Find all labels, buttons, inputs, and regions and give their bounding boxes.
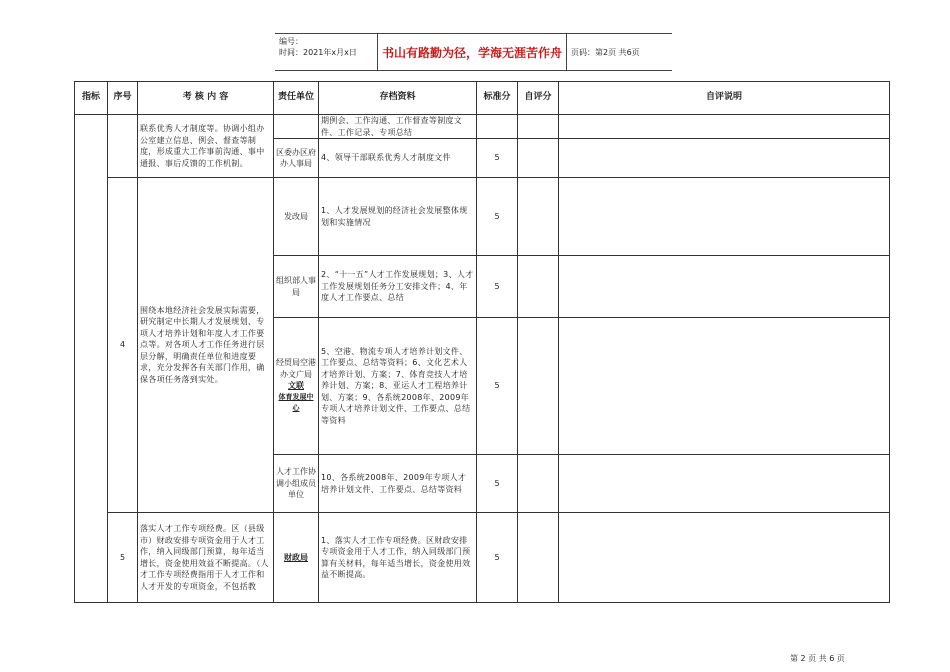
archive-cell: 5、空港、物流专项人才培养计划文件、工作要点、总结等资料；6、文化艺术人才培养计划、方案；7、体育竞技人才培养计划、方案；8、亚运人才工程培养计划、方案；9、各系统2008年、2009年专项人才培养计划文件、工作要点、总结等资料 (319, 318, 477, 455)
self-note-cell (559, 455, 890, 513)
number-label: 编号： (279, 37, 303, 46)
page-footer: 第 2 页 共 6 页 (790, 654, 845, 663)
page-header (275, 33, 672, 71)
seq-cell: 5 (108, 513, 138, 603)
score-cell: 5 (477, 513, 518, 603)
self-score-cell (518, 178, 559, 256)
col-indicator: 指标 (75, 82, 108, 115)
table-row (75, 178, 890, 256)
table-row (75, 513, 890, 603)
archive-cell: 4、领导干部联系优秀人才制度文件 (319, 139, 477, 178)
col-archive: 存档资料 (319, 82, 477, 115)
self-score-cell (518, 115, 559, 139)
header-row (75, 82, 890, 115)
content-cell: 落实人才工作专项经费。区（县级市）财政安排专项资金用于人才工作，纳入同级部门预算，每年适当增长，资金使用效益不断提高。（人才工作专项经费指用于人才工作和人才开发的专项资金，不包括教 (138, 513, 274, 603)
unit-cell (274, 115, 319, 139)
archive-cell: 10、各系统2008年、2009年专项人才培养计划文件、工作要点、总结等资料 (319, 455, 477, 513)
col-standard-score: 标准分 (477, 82, 518, 115)
unit-name: 文联 (288, 381, 304, 391)
unit-name: 经贸局空港办文广局 (276, 358, 316, 379)
unit-cell: 组织部人事局 (274, 256, 319, 318)
archive-cell: 期例会、工作沟通、工作督查等制度文件、工作记录、专项总结 (319, 115, 477, 139)
content-cell: 联系优秀人才制度等。协调小组办公室建立信息、例会、督查等制度，形成重大工作事前沟通、事中通报、事后反馈的工作机制。 (138, 115, 274, 178)
unit-cell: 区委办区府办人事局 (274, 139, 319, 178)
col-content: 考 核 内 容 (138, 82, 274, 115)
unit-cell: 财政局 (274, 513, 319, 603)
seq-cell (108, 115, 138, 178)
content-cell: 围绕本地经济社会发展实际需要，研究制定中长期人才发展规划、专项人才培养计划和年度人才工作要点等。对各项人才工作任务进行层层分解，明确责任单位和进度要求，充分发挥各有关部门作用，确保各项任务落到实处。 (138, 178, 274, 513)
self-note-cell (559, 318, 890, 455)
page-label: 页码：第2页 共6页 (571, 47, 640, 57)
self-score-cell (518, 513, 559, 603)
archive-cell: 2、“十一五”人才工作发展规划；3、人才工作发展规划任务分工安排文件；4、年度人才工作要点、总结 (319, 256, 477, 318)
unit-cell (274, 318, 319, 455)
seq-cell: 4 (108, 178, 138, 513)
time-label: 时间：2021年x月x日 (279, 48, 357, 57)
score-cell: 5 (477, 455, 518, 513)
archive-cell: 1、人才发展规划的经济社会发展整体规划和实施情况 (319, 178, 477, 256)
col-unit: 责任单位 (274, 82, 319, 115)
unit-cell: 发改局 (274, 178, 319, 256)
self-score-cell (518, 455, 559, 513)
self-score-cell (518, 139, 559, 178)
col-self-note: 自评说明 (559, 82, 890, 115)
motto: 书山有路勤为径，学海无涯苦作舟 (377, 34, 567, 70)
header-meta (279, 36, 357, 58)
table-row (75, 115, 890, 139)
score-cell (477, 115, 518, 139)
unit-cell: 人才工作协调小组成员单位 (274, 455, 319, 513)
score-cell: 5 (477, 178, 518, 256)
score-cell: 5 (477, 139, 518, 178)
indicator-cell (75, 115, 108, 603)
assessment-table (74, 81, 890, 603)
col-seq: 序号 (108, 82, 138, 115)
self-note-cell (559, 115, 890, 139)
assessment-table-wrapper (74, 81, 890, 603)
self-note-cell (559, 139, 890, 178)
self-note-cell (559, 256, 890, 318)
self-note-cell (559, 178, 890, 256)
self-score-cell (518, 256, 559, 318)
score-cell: 5 (477, 256, 518, 318)
unit-name: 体育发展中心 (278, 392, 314, 413)
self-note-cell (559, 513, 890, 603)
col-self-score: 自评分 (518, 82, 559, 115)
self-score-cell (518, 318, 559, 455)
archive-cell: 1、落实人才工作专项经费。区财政安排专项资金用于人才工作，纳入同级部门预算有关材料，每年适当增长，资金使用效益不断提高。 (319, 513, 477, 603)
score-cell: 5 (477, 318, 518, 455)
